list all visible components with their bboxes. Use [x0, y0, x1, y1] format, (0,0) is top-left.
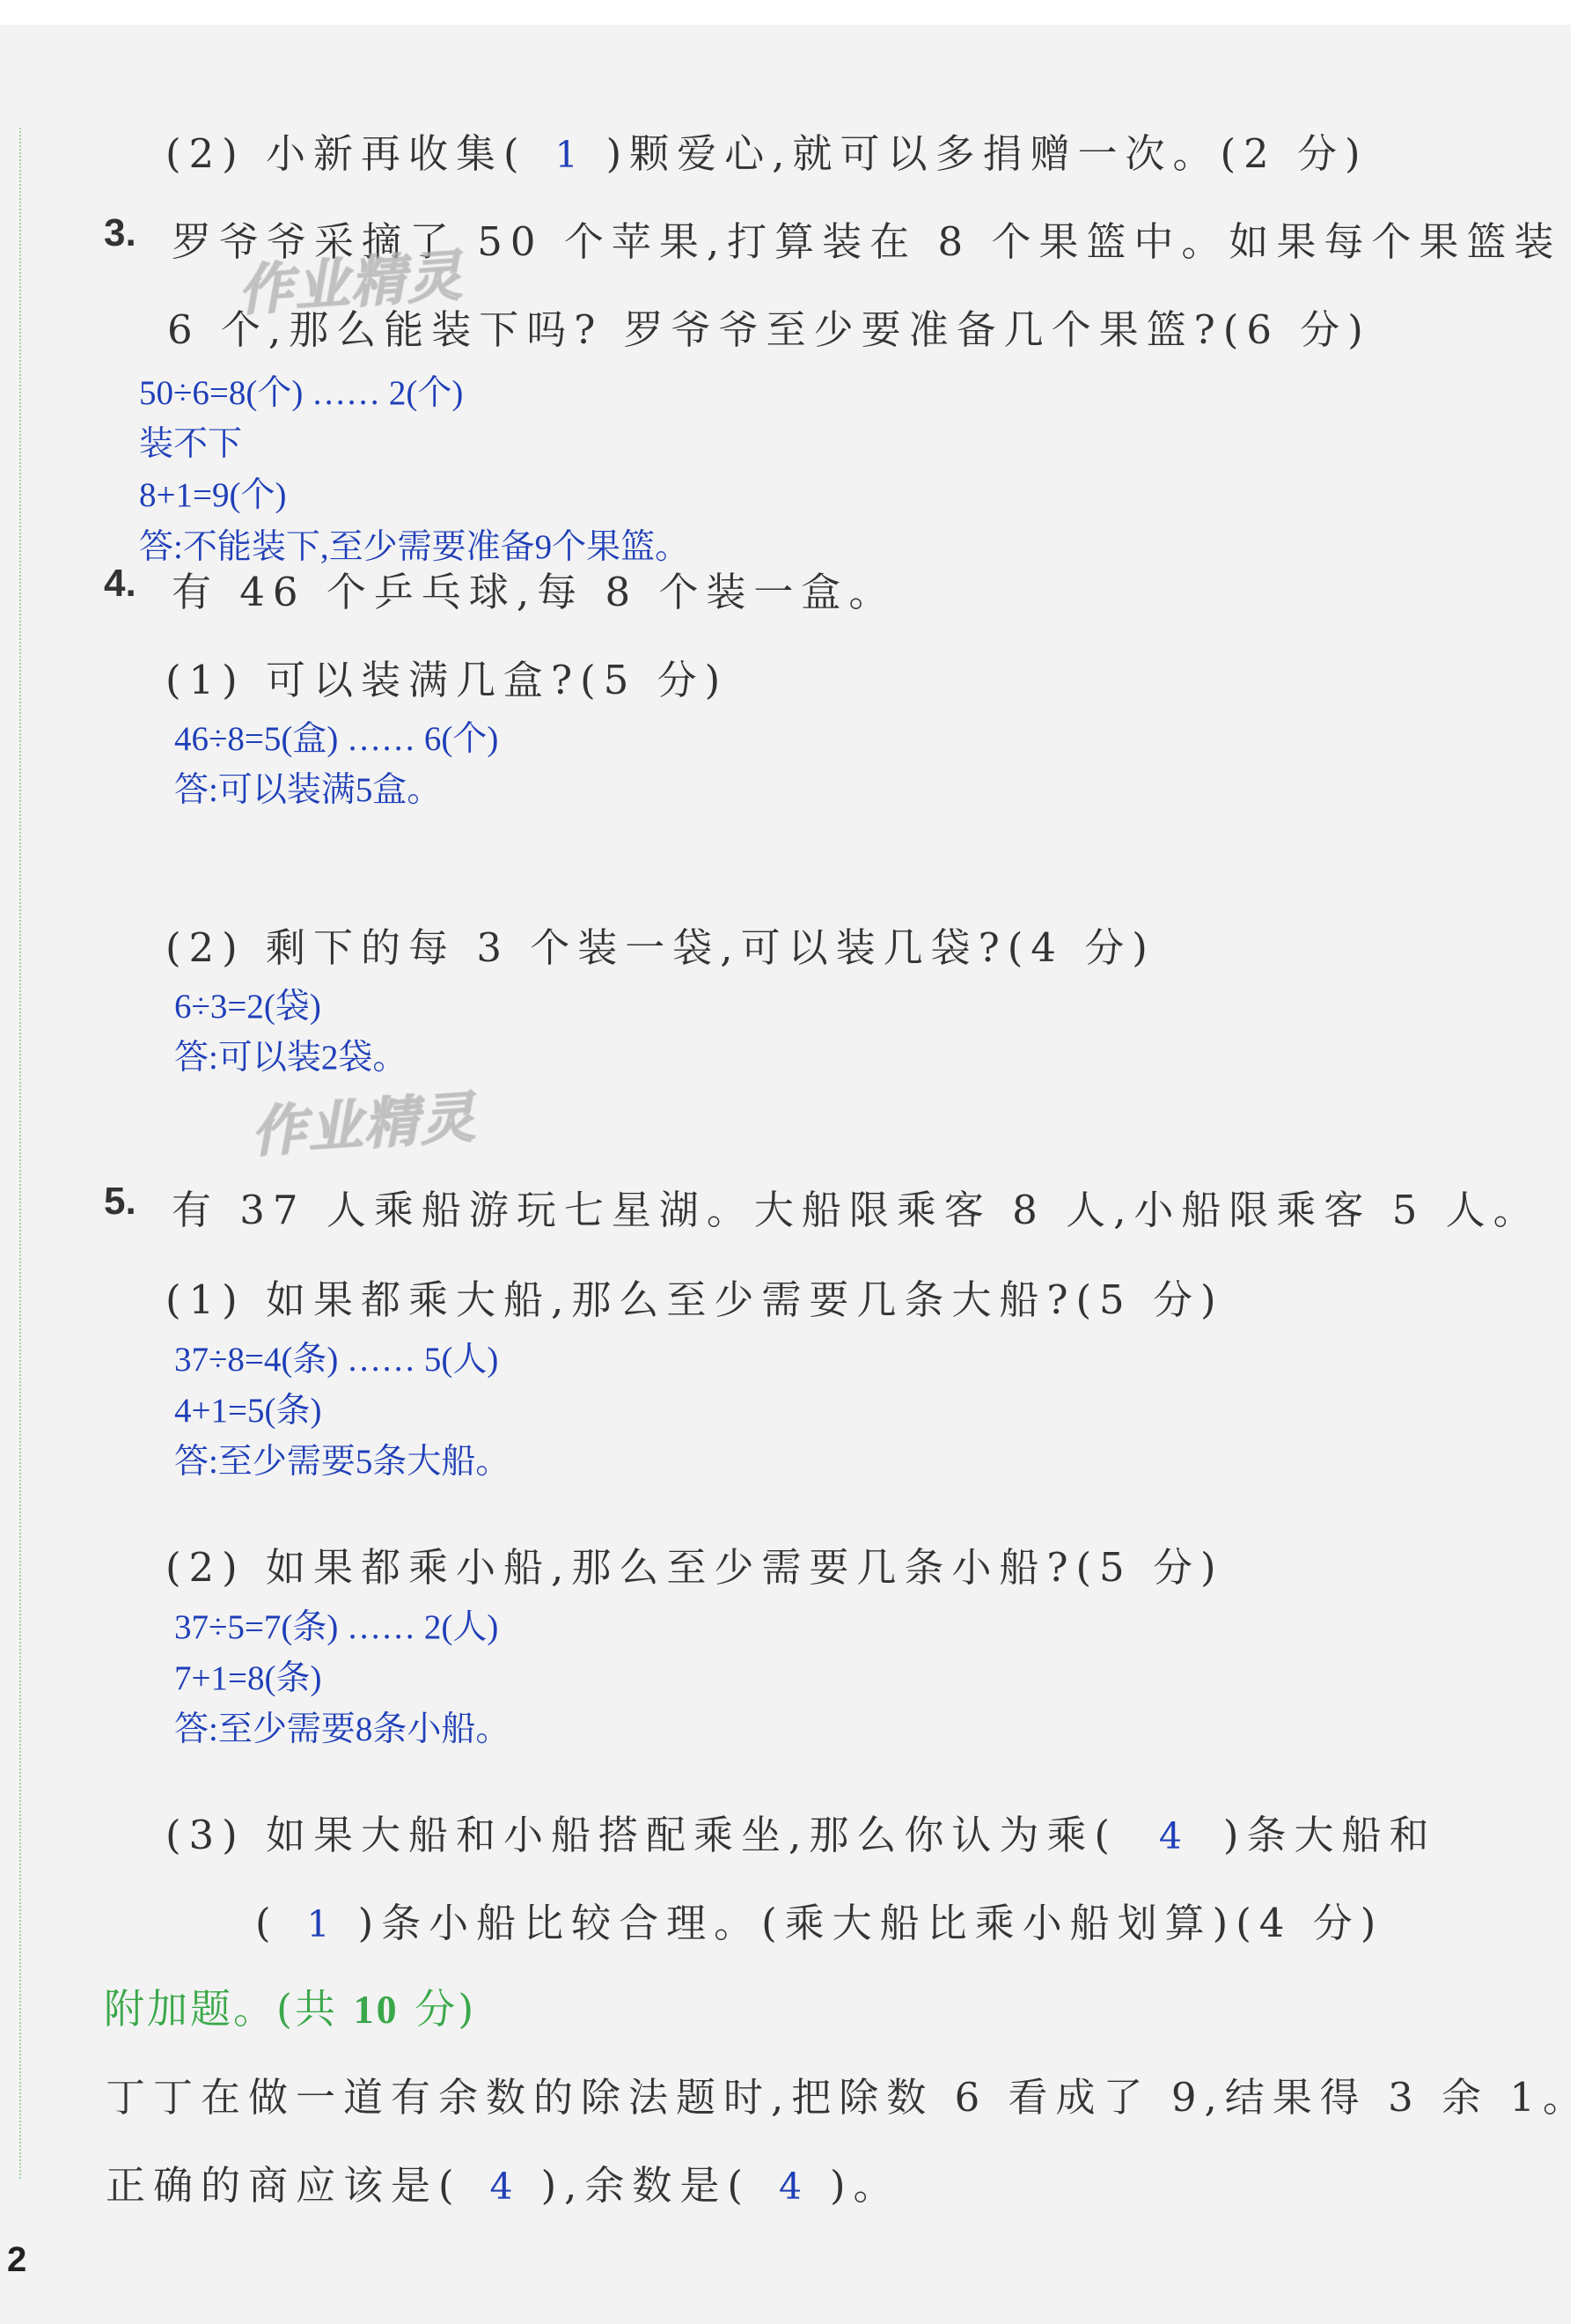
q3-line2: 6 个,那么能装下吗? 罗爷爷至少要准备几个果篮?(6 分)	[167, 306, 1371, 353]
q4-sub1: (1) 可以装满几盒?(5 分)	[165, 657, 729, 703]
q5-sub3-line1: (3) 如果大船和小船搭配乘坐,那么你认为乘( 4 )条大船和	[165, 1812, 1437, 1858]
q4-sub1-answer-line: 46÷8=5(盒) …… 6(个)	[174, 720, 499, 758]
q4-sub1-answer-line: 答:可以装满5盒。	[174, 771, 442, 809]
q5-sub2: (2) 如果都乘小船,那么至少需要几条小船?(5 分)	[165, 1544, 1224, 1591]
bonus-line2: 正确的商应该是( 4 ),余数是( 4 )。	[106, 2162, 901, 2209]
q5-sub2-answer-line: 37÷5=7(条) …… 2(人)	[174, 1608, 499, 1646]
margin-dotted-line	[19, 128, 21, 2179]
q4-sub2-answer-line: 6÷3=2(袋)	[174, 988, 321, 1026]
q3-answer-line: 8+1=9(个)	[139, 476, 287, 514]
bonus-answer-quotient: 4	[489, 2166, 513, 2208]
q3-answer-line: 50÷6=8(个) …… 2(个)	[139, 374, 464, 412]
q5-stem: 有 37 人乘船游玩七星湖。大船限乘客 8 人,小船限乘客 5 人。	[172, 1187, 1541, 1233]
q4-sub2: (2) 剩下的每 3 个装一袋,可以装几袋?(4 分)	[165, 924, 1155, 971]
q5-sub3-answer-big-boats: 4	[1158, 1815, 1182, 1857]
watermark: 作业精灵	[249, 1085, 479, 1165]
q5-sub2-answer-line: 7+1=8(条)	[174, 1659, 322, 1697]
q5-sub2-answer-line: 答:至少需要8条小船。	[174, 1710, 510, 1748]
q5-sub3-answer-small-boats: 1	[306, 1903, 330, 1945]
q4-stem: 有 46 个乒乓球,每 8 个装一盒。	[172, 569, 897, 615]
watermark: 作业精灵	[236, 243, 466, 323]
bonus-heading: 附加题。(共 10 分)	[104, 1985, 477, 2033]
q5-sub1-answer-line: 37÷8=4(条) …… 5(人)	[174, 1341, 499, 1379]
q5-sub1-answer-line: 答:至少需要5条大船。	[174, 1443, 510, 1481]
q2-sub2-answer: 1	[554, 134, 578, 176]
q5-sub1-answer-line: 4+1=5(条)	[174, 1392, 322, 1430]
q3-number: 3.	[104, 211, 136, 254]
q3-line1: 罗爷爷采摘了 50 个苹果,打算装在 8 个果篮中。如果每个果篮装	[172, 218, 1562, 265]
q5-sub1: (1) 如果都乘大船,那么至少需要几条大船?(5 分)	[165, 1276, 1224, 1323]
q4-sub2-answer-line: 答:可以装2袋。	[174, 1039, 407, 1077]
q5-sub3-line2: ( 1 )条小船比较合理。(乘大船比乘小船划算)(4 分)	[255, 1900, 1384, 1946]
bonus-line1: 丁丁在做一道有余数的除法题时,把除数 6 看成了 9,结果得 3 余 1。	[106, 2074, 1590, 2121]
q4-number: 4.	[104, 562, 136, 605]
q3-answer-line: 装不下	[139, 425, 243, 463]
page-number: 2	[7, 2240, 27, 2279]
bonus-answer-remainder: 4	[778, 2166, 803, 2208]
q5-number: 5.	[104, 1180, 136, 1223]
q3-answer-line: 答:不能装下,至少需要准备9个果篮。	[139, 528, 690, 566]
q2-sub2: (2) 小新再收集( 1 )颗爱心,就可以多捐赠一次。(2 分)	[165, 130, 1368, 177]
